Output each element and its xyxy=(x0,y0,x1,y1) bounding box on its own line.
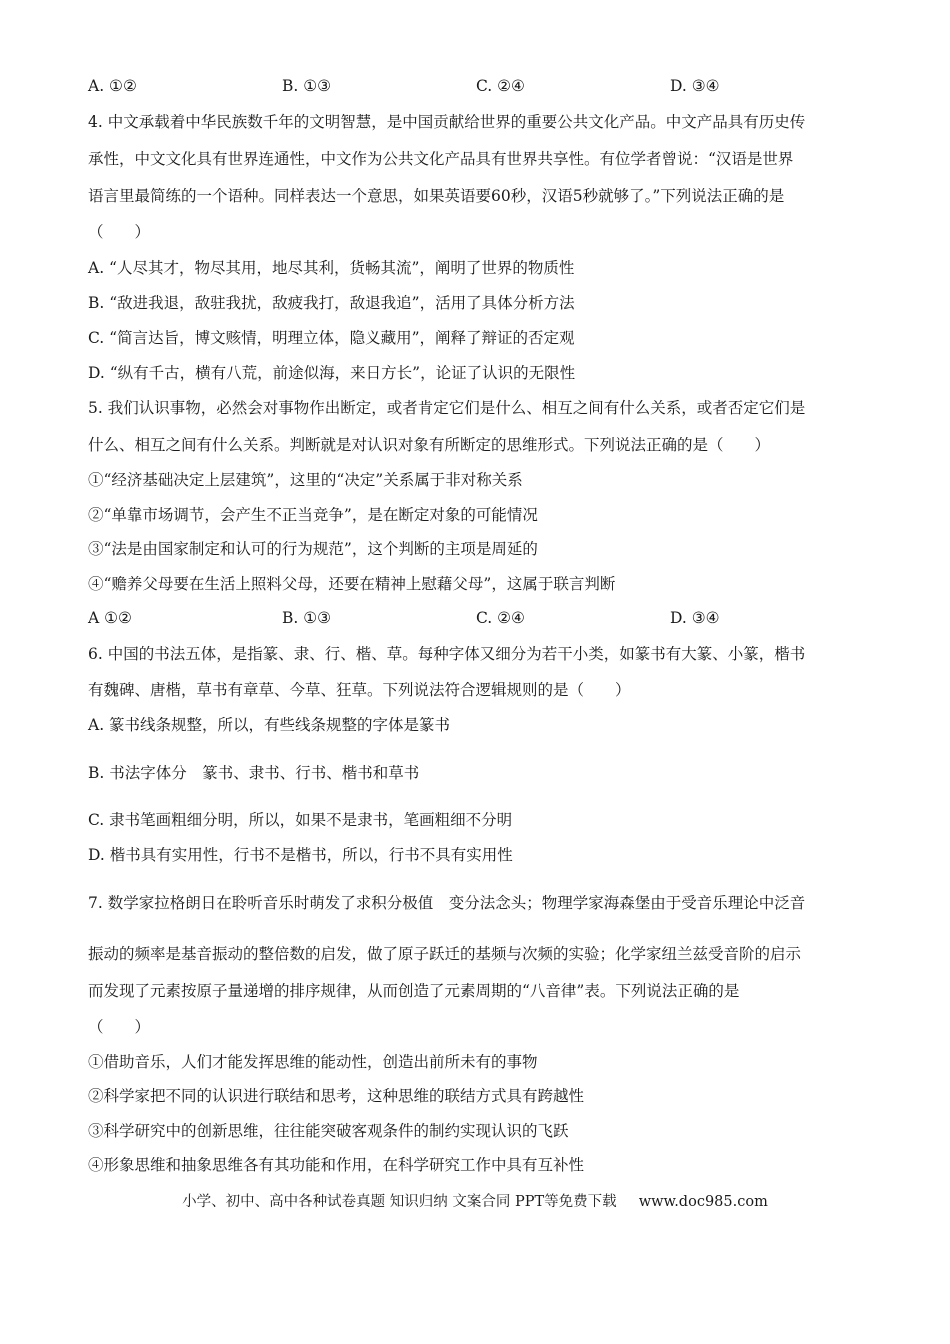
q5-option-d: D. ③④ xyxy=(670,609,720,627)
q3-option-c: C. ②④ xyxy=(476,77,525,95)
q6-stem-line-1: 6. 中国的书法五体，是指篆、隶、行、楷、草。每种字体又细分为若干小类，如篆书有大篆、小篆，楷书 xyxy=(88,645,806,663)
q4-option-a: A. “人尽其才，物尽其用，地尽其利，货畅其流”，阐明了世界的物质性 xyxy=(88,259,575,277)
q5-item-3: ③“法是由国家制定和认可的行为规范”，这个判断的主项是周延的 xyxy=(88,540,538,558)
q3-option-a: A. ①② xyxy=(88,77,137,95)
q4-option-b: B. “敌进我退，敌驻我扰，敌疲我打，敌退我追”，活用了具体分析方法 xyxy=(88,294,575,312)
q7-stem-line-3: 而发现了元素按原子量递增的排序规律，从而创造了元素周期的“八音律”表。下列说法正确的是 xyxy=(88,982,740,1000)
q5-option-a: A ①② xyxy=(88,609,132,627)
q5-item-1: ①“经济基础决定上层建筑”，这里的“决定”关系属于非对称关系 xyxy=(88,471,523,489)
footer-text: 小学、初中、高中各种试卷真题 知识归纳 文案合同 PPT等免费下载 xyxy=(182,1194,617,1210)
q7-item-3: ③科学研究中的创新思维，往往能突破客观条件的制约实现认识的飞跃 xyxy=(88,1122,569,1140)
q5-option-b: B. ①③ xyxy=(282,609,332,627)
q5-stem-line-2: 什么、相互之间有什么关系。判断就是对认识对象有所断定的思维形式。下列说法正确的是（ ） xyxy=(88,436,771,454)
q3-option-b: B. ①③ xyxy=(282,77,332,95)
q5-stem-line-1: 5. 我们认识事物，必然会对事物作出断定，或者肯定它们是什么、相互之间有什么关系，或者否定它们是 xyxy=(88,399,806,417)
q4-option-c: C. “简言达旨，博文赅情，明理立体，隐义藏用”，阐释了辩证的否定观 xyxy=(88,329,575,347)
q4-stem-line-2: 承性，中文文化具有世界连通性，中文作为公共文化产品具有世界共享性。有位学者曾说：“汉语是世界 xyxy=(88,150,794,168)
q4-stem-line-1: 4. 中文承载着中华民族数千年的文明智慧，是中国贡献给世界的重要公共文化产品。中文产品具有历史传 xyxy=(88,113,806,131)
q6-option-a: A. 篆书线条规整，所以，有些线条规整的字体是篆书 xyxy=(88,716,451,734)
q5-item-2: ②“单靠市场调节，会产生不正当竞争”，是在断定对象的可能情况 xyxy=(88,506,538,524)
footer-url[interactable]: www.doc985.com xyxy=(638,1194,768,1210)
q7-item-1: ①借助音乐，人们才能发挥思维的能动性，创造出前所未有的事物 xyxy=(88,1053,538,1071)
q6-option-b: B. 书法字体分 篆书、隶书、行书、楷书和草书 xyxy=(88,764,420,782)
q7-stem-line-1: 7. 数学家拉格朗日在聆听音乐时萌发了求积分极值 变分法念头；物理学家海森堡由于受音乐理论中泛音 xyxy=(88,894,806,912)
q3-option-d: D. ③④ xyxy=(670,77,720,95)
q7-item-4: ④形象思维和抽象思维各有其功能和作用，在科学研究工作中具有互补性 xyxy=(88,1156,585,1174)
page-footer xyxy=(0,1192,950,1212)
q7-answer-paren: （ ） xyxy=(88,1018,151,1036)
q6-option-c: C. 隶书笔画粗细分明，所以，如果不是隶书，笔画粗细不分明 xyxy=(88,811,513,829)
q7-stem-line-2: 振动的频率是基音振动的整倍数的启发，做了原子跃迁的基频与次频的实验；化学家纽兰兹受音阶的启示 xyxy=(88,945,802,963)
q6-option-d: D. 楷书具有实用性，行书不是楷书，所以，行书不具有实用性 xyxy=(88,846,513,864)
q7-item-2: ②科学家把不同的认识进行联结和思考，这种思维的联结方式具有跨越性 xyxy=(88,1087,585,1105)
q5-item-4: ④“赡养父母要在生活上照料父母，还要在精神上慰藉父母”，这属于联言判断 xyxy=(88,575,616,593)
q4-stem-line-3: 语言里最简练的一个语种。同样表达一个意思，如果英语要60秒，汉语5秒就够了。”下列说法正确的是 xyxy=(88,187,785,205)
q6-stem-line-2: 有魏碑、唐楷，草书有章草、今草、狂草。下列说法符合逻辑规则的是（ ） xyxy=(88,681,631,699)
q5-option-c: C. ②④ xyxy=(476,609,525,627)
q4-answer-paren: （ ） xyxy=(88,223,151,241)
q4-option-d: D. “纵有千古，横有八荒，前途似海，来日方长”，论证了认识的无限性 xyxy=(88,364,576,382)
